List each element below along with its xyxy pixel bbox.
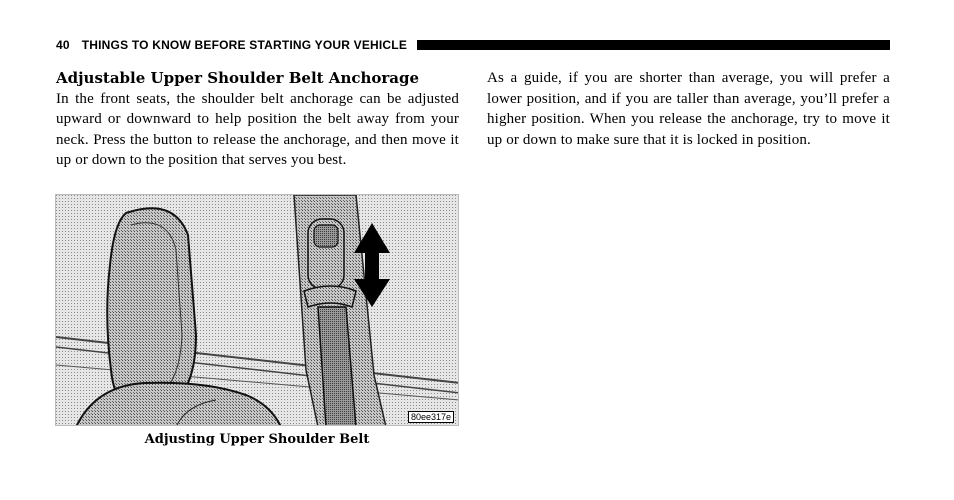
figure-caption: Adjusting Upper Shoulder Belt bbox=[144, 432, 370, 447]
belt-illustration-drawing bbox=[56, 195, 459, 426]
belt-illustration bbox=[55, 194, 459, 426]
page-header bbox=[56, 38, 890, 52]
left-column bbox=[56, 68, 459, 171]
body-paragraph-left: In the front seats, the shoulder belt anchorage can be adjusted upward or downward to help position the belt away from your neck. Press the button to release the anchorage, and then move it up or down to the position that serves you best. bbox=[56, 90, 459, 168]
right-column bbox=[487, 68, 890, 150]
section-title: THINGS TO KNOW BEFORE STARTING YOUR VEHICLE bbox=[81, 38, 408, 52]
figure-code: 80ee317e bbox=[408, 411, 454, 423]
header-rule bbox=[417, 40, 890, 50]
section-heading: Adjustable Upper Shoulder Belt Anchorage bbox=[56, 69, 420, 87]
body-paragraph-right: As a guide, if you are shorter than average, you will prefer a lower position, and if you are taller than average, you’ll prefer a higher position. When you release the anchorage, try to move it up or down to make sure that it is locked in position. bbox=[487, 70, 890, 148]
page-number: 40 bbox=[56, 38, 70, 52]
